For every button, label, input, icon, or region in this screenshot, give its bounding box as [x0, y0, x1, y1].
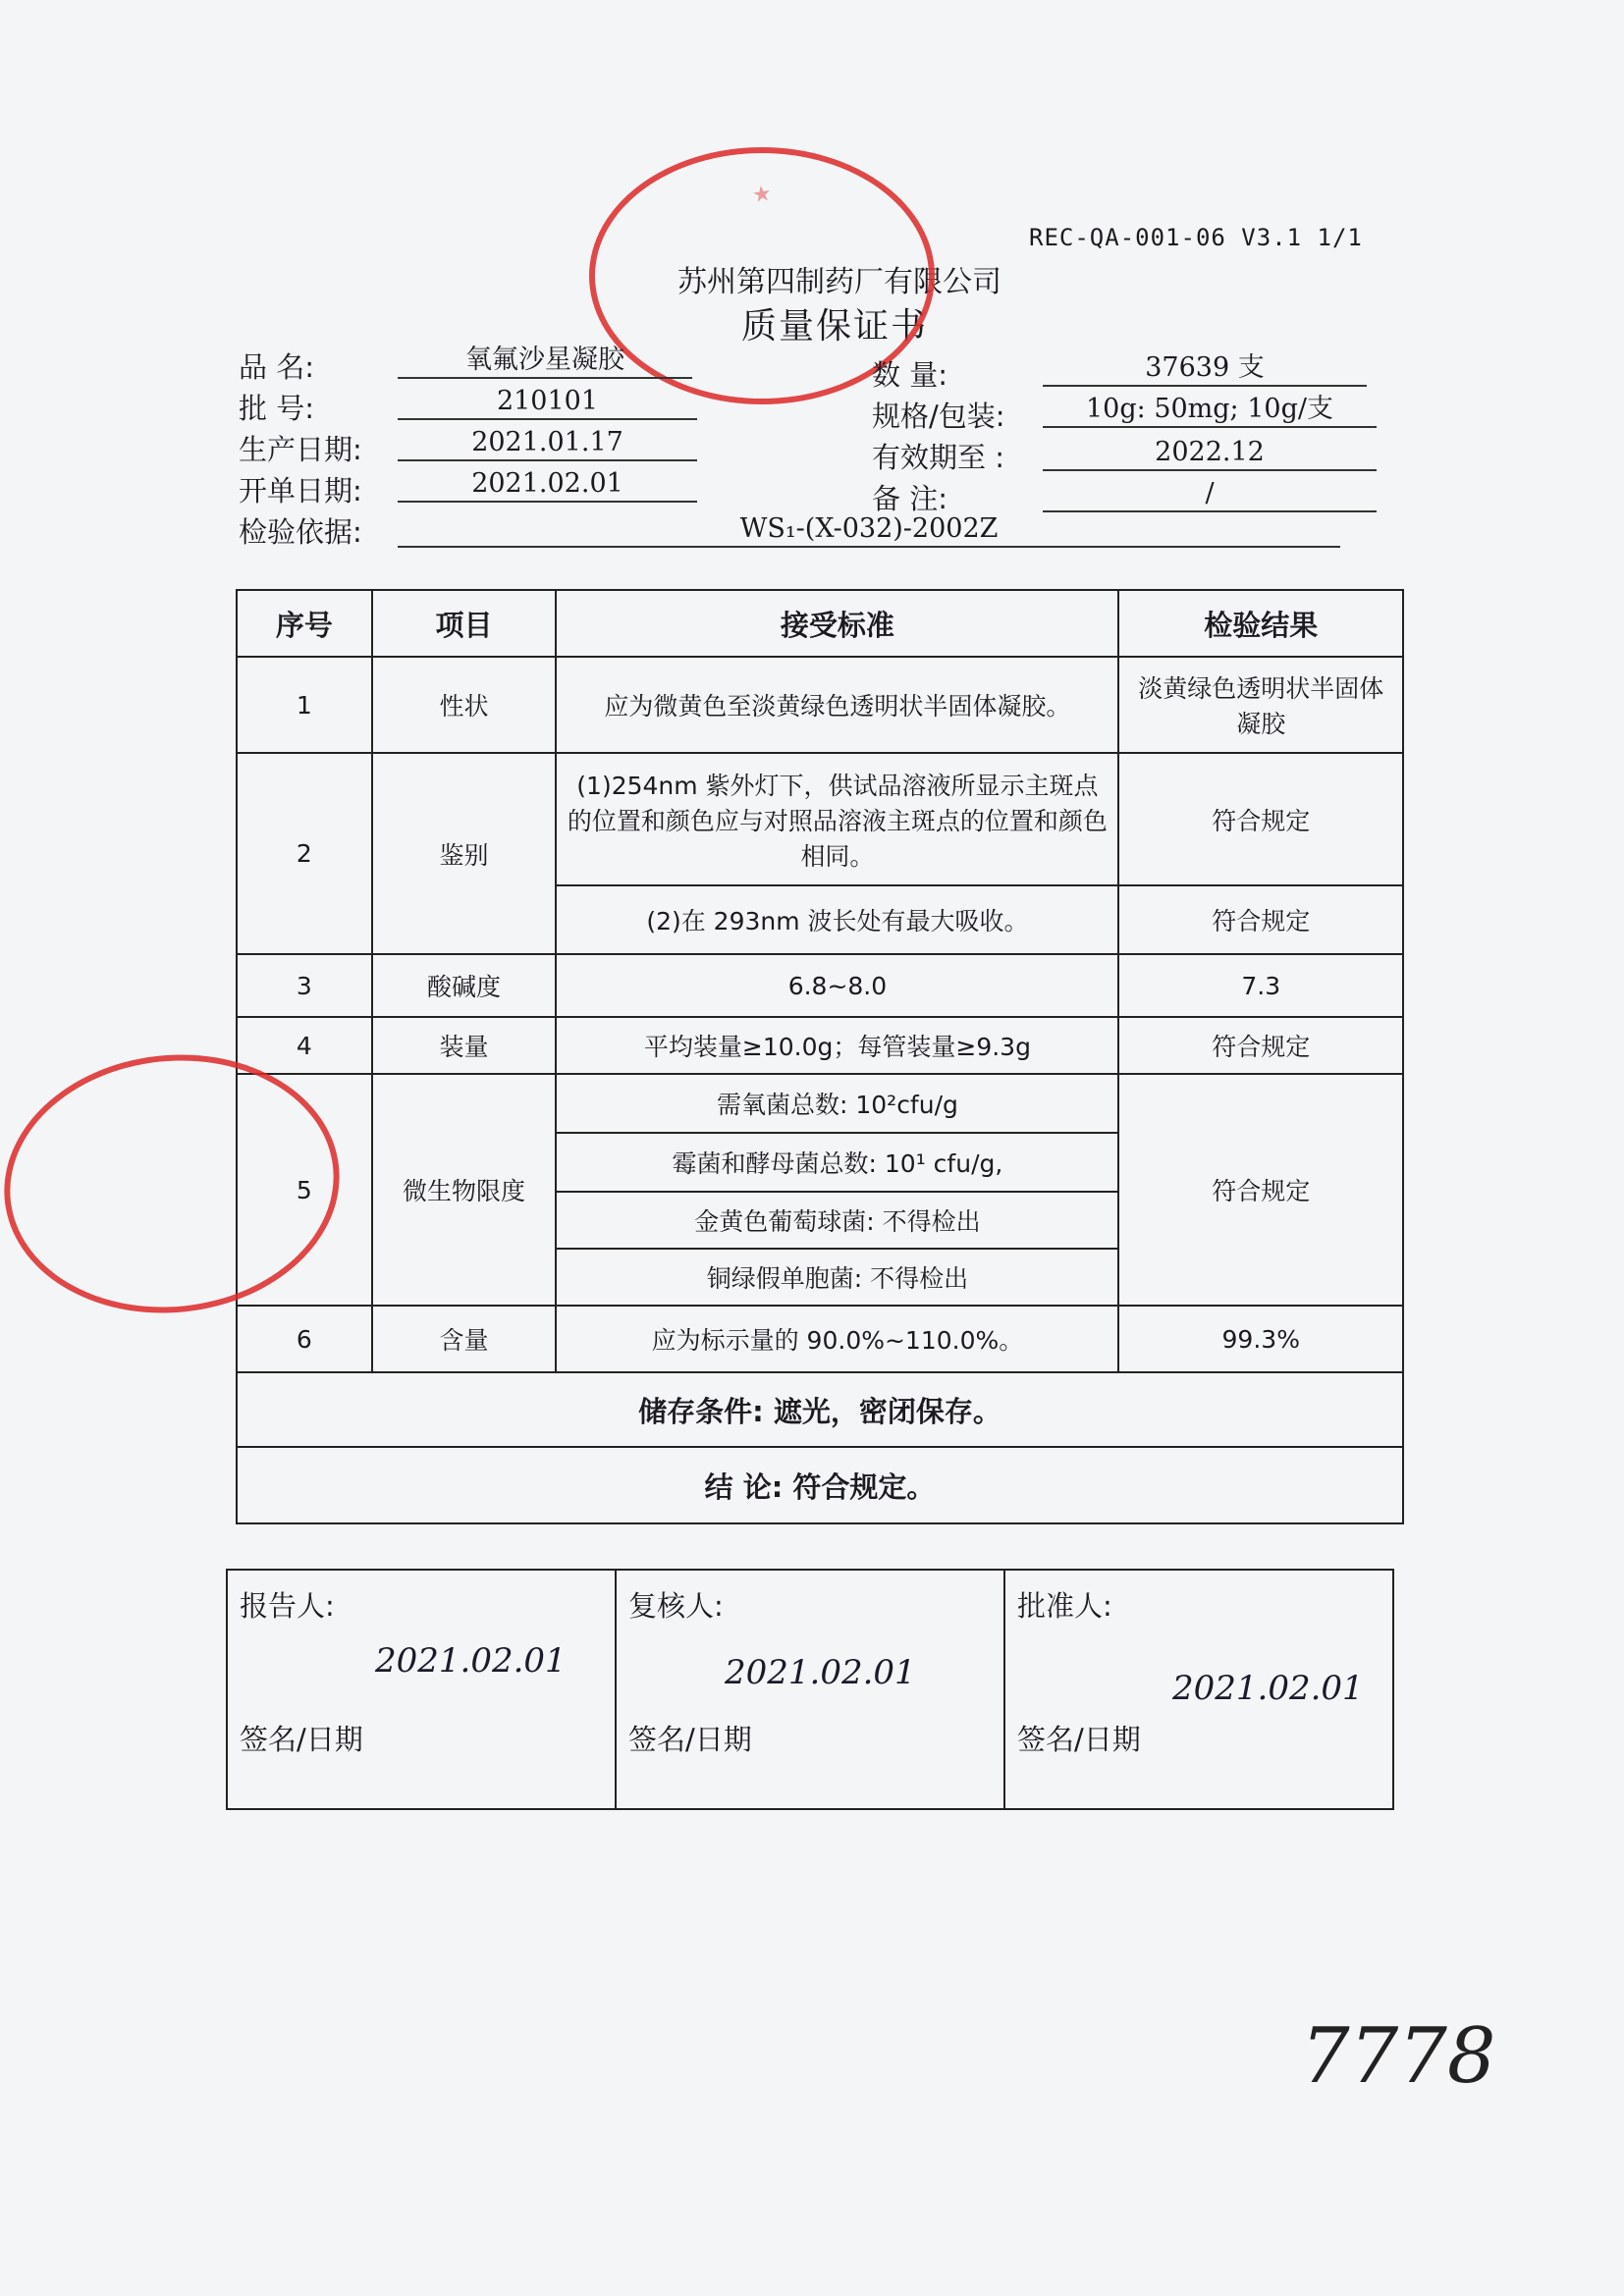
product-value: 氧氟沙星凝胶 [398, 344, 692, 379]
reporter-label: 报告人: [240, 1589, 335, 1623]
row-item: 酸碱度 [372, 954, 557, 1017]
approver-label: 批准人: [1017, 1589, 1112, 1623]
expiry-value: 2022.12 [1043, 436, 1377, 471]
row-standard: 需氧菌总数: 10²cfu/g [556, 1074, 1118, 1133]
row-item: 性状 [372, 657, 557, 753]
row-no: 3 [237, 954, 372, 1017]
inspection-table [236, 589, 1404, 1524]
storage-conditions: 储存条件: 遮光，密闭保存。 [237, 1372, 1403, 1447]
row-standard: 平均装量≥10.0g；每管装量≥9.3g [556, 1017, 1118, 1074]
table-row [237, 753, 1403, 885]
table-row [237, 1306, 1403, 1372]
quantity-label: 数 量: [872, 358, 947, 392]
checker-cell [616, 1570, 1004, 1809]
row-result: 淡黄绿色透明状半固体凝胶 [1118, 657, 1403, 753]
checker-sign-date-label: 签名/日期 [628, 1723, 752, 1756]
table-row [237, 954, 1403, 1017]
checker-handwritten-date: 2021.02.01 [725, 1653, 916, 1692]
row-standard: 金黄色葡萄球菌: 不得检出 [556, 1192, 1118, 1249]
row-standard: (2)在 293nm 波长处有最大吸收。 [556, 885, 1118, 954]
table-row [237, 1017, 1403, 1074]
row-no: 5 [237, 1074, 372, 1306]
row-standard: 应为微黄色至淡黄绿色透明状半固体凝胶。 [556, 657, 1118, 753]
col-header-no: 序号 [237, 590, 372, 657]
row-result: 符合规定 [1118, 753, 1403, 885]
row-result: 符合规定 [1118, 885, 1403, 954]
expiry-label: 有效期至 : [872, 441, 1004, 474]
row-no: 2 [237, 753, 372, 954]
document-id: REC-QA-001-06 V3.1 1/1 [1029, 224, 1363, 251]
spec-label: 规格/包装: [872, 400, 1005, 433]
approver-handwritten-date: 2021.02.01 [1172, 1669, 1364, 1708]
table-header-row [237, 590, 1403, 657]
reporter-cell [227, 1570, 616, 1809]
remark-value: / [1043, 477, 1377, 512]
reporter-sign-date-label: 签名/日期 [240, 1723, 363, 1756]
table-row [237, 1074, 1403, 1133]
row-standard: 铜绿假单胞菌: 不得检出 [556, 1249, 1118, 1306]
production-date-label: 生产日期: [239, 433, 362, 466]
approver-sign-date-label: 签名/日期 [1017, 1723, 1141, 1756]
row-result: 符合规定 [1118, 1017, 1403, 1074]
col-header-item: 项目 [372, 590, 557, 657]
conclusion: 结 论: 符合规定。 [237, 1447, 1403, 1523]
open-date-value: 2021.02.01 [398, 467, 697, 503]
row-standard: 应为标示量的 90.0%~110.0%。 [556, 1306, 1118, 1372]
batch-label: 批 号: [239, 392, 314, 425]
product-label: 品 名: [239, 350, 314, 384]
row-standard: 6.8~8.0 [556, 954, 1118, 1017]
row-item: 鉴别 [372, 753, 557, 954]
row-item: 含量 [372, 1306, 557, 1372]
checker-label: 复核人: [628, 1589, 724, 1623]
handwritten-number: 7778 [1301, 2012, 1496, 2101]
row-no: 1 [237, 657, 372, 753]
quantity-value: 37639 支 [1043, 351, 1367, 387]
signature-table [226, 1569, 1394, 1810]
row-item: 微生物限度 [372, 1074, 557, 1306]
row-no: 4 [237, 1017, 372, 1074]
basis-value: WS₁-(X-032)-2002Z [398, 512, 1340, 548]
production-date-value: 2021.01.17 [398, 426, 697, 461]
row-standard: 霉菌和酵母菌总数: 10¹ cfu/g, [556, 1133, 1118, 1192]
open-date-label: 开单日期: [239, 474, 362, 507]
factory-seal-stamp: ★ [589, 147, 935, 404]
remark-label: 备 注: [872, 482, 947, 515]
row-result: 99.3% [1118, 1306, 1403, 1372]
company-name: 苏州第四制药厂有限公司 [677, 265, 1001, 299]
col-header-result: 检验结果 [1118, 590, 1403, 657]
row-result: 7.3 [1118, 954, 1403, 1017]
row-item: 装量 [372, 1017, 557, 1074]
col-header-standard: 接受标准 [556, 590, 1118, 657]
page-title: 质量保证书 [740, 306, 928, 347]
table-row [237, 657, 1403, 753]
row-no: 6 [237, 1306, 372, 1372]
reporter-handwritten-date: 2021.02.01 [375, 1641, 567, 1681]
row-standard: (1)254nm 紫外灯下，供试品溶液所显示主斑点的位置和颜色应与对照品溶液主斑点的位置和颜色相同。 [556, 753, 1118, 885]
basis-label: 检验依据: [239, 515, 362, 549]
approver-cell [1004, 1570, 1393, 1809]
batch-value: 210101 [398, 385, 697, 420]
storage-row [237, 1372, 1403, 1447]
conclusion-row [237, 1447, 1403, 1523]
spec-value: 10g: 50mg; 10g/支 [1043, 393, 1377, 428]
row-result: 符合规定 [1118, 1074, 1403, 1306]
